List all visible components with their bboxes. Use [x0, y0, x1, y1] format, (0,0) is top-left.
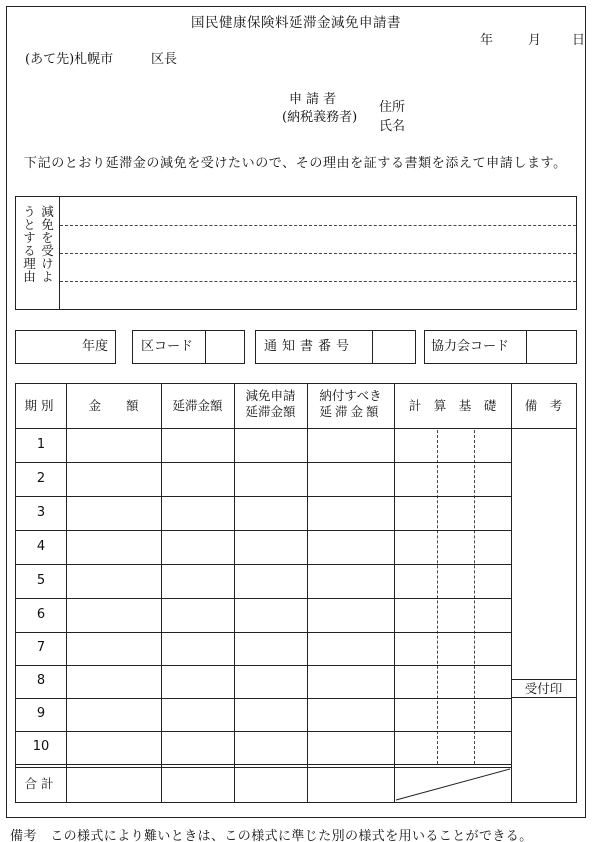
row-period-3: 3 — [36, 505, 46, 520]
row-period-10: 10 — [32, 739, 50, 754]
taxpayer-label: (納税義務者) — [282, 110, 358, 125]
intro-text: 下記のとおり延滞金の減免を受けたいので、その理由を証する書類を添えて申請します。 — [24, 156, 567, 171]
header-reduction — [234, 388, 307, 420]
header-payable-line1: 納付すべき — [319, 388, 382, 403]
row-period-1: 1 — [36, 437, 46, 452]
reason-label-col2: うとする理由 — [21, 205, 37, 283]
form-title: 国民健康保険料延滞金減免申請書 — [191, 15, 401, 31]
notice-no-box[interactable] — [255, 330, 416, 364]
reason-label-col1: 減免を受けよ — [39, 205, 55, 283]
header-calc-basis: 計 算 基 礎 — [408, 398, 497, 413]
addressee — [25, 48, 178, 67]
reason-line[interactable] — [60, 253, 576, 254]
name-label: 氏名 — [379, 119, 406, 134]
row-period-6: 6 — [36, 607, 46, 622]
total-diagonal — [394, 767, 511, 802]
header-reduction-line2: 延滞金額 — [245, 404, 296, 419]
reason-line[interactable] — [60, 225, 576, 226]
addressee-city: (あて先)札幌市 — [25, 52, 114, 67]
stamp-label: 受付印 — [524, 681, 563, 696]
reason-line[interactable] — [60, 281, 576, 282]
addressee-ward-head: 区長 — [151, 52, 178, 67]
footnote: 備考 この様式により難いときは、この様式に準じた別の様式を用いることができる。 — [10, 829, 533, 842]
main-table — [15, 383, 577, 803]
header-reduction-line1: 減免申請 — [245, 388, 296, 403]
header-amount: 金 額 — [88, 398, 139, 413]
year-label-info: 年度 — [82, 339, 109, 354]
row-period-7: 7 — [36, 640, 46, 655]
row-period-5: 5 — [36, 573, 46, 588]
month-label: 月 — [528, 33, 542, 48]
reason-box — [15, 196, 577, 310]
row-period-8: 8 — [36, 673, 46, 688]
row-period-9: 9 — [36, 706, 46, 721]
coop-code-label: 協力会コード — [431, 339, 510, 354]
year-label: 年 — [480, 33, 494, 48]
header-period: 期別 — [24, 398, 58, 413]
header-payable-line2: 延滞金額 — [319, 404, 382, 419]
ward-code-box[interactable] — [132, 330, 245, 364]
row-total: 合計 — [24, 776, 58, 791]
reason-label — [16, 197, 60, 309]
ward-code-label: 区コード — [141, 339, 194, 354]
year-box[interactable] — [15, 330, 116, 364]
coop-code-box[interactable] — [424, 330, 577, 364]
address-label: 住所 — [379, 100, 406, 115]
applicant-label: 申請者 — [289, 92, 341, 107]
header-late-fee: 延滞金額 — [172, 398, 223, 413]
row-period-2: 2 — [36, 471, 46, 486]
day-label: 日 — [572, 33, 586, 48]
notice-no-label: 通知書番号 — [264, 339, 355, 354]
row-period-4: 4 — [36, 539, 46, 554]
header-payable — [307, 388, 394, 420]
header-remarks: 備 考 — [524, 398, 563, 413]
